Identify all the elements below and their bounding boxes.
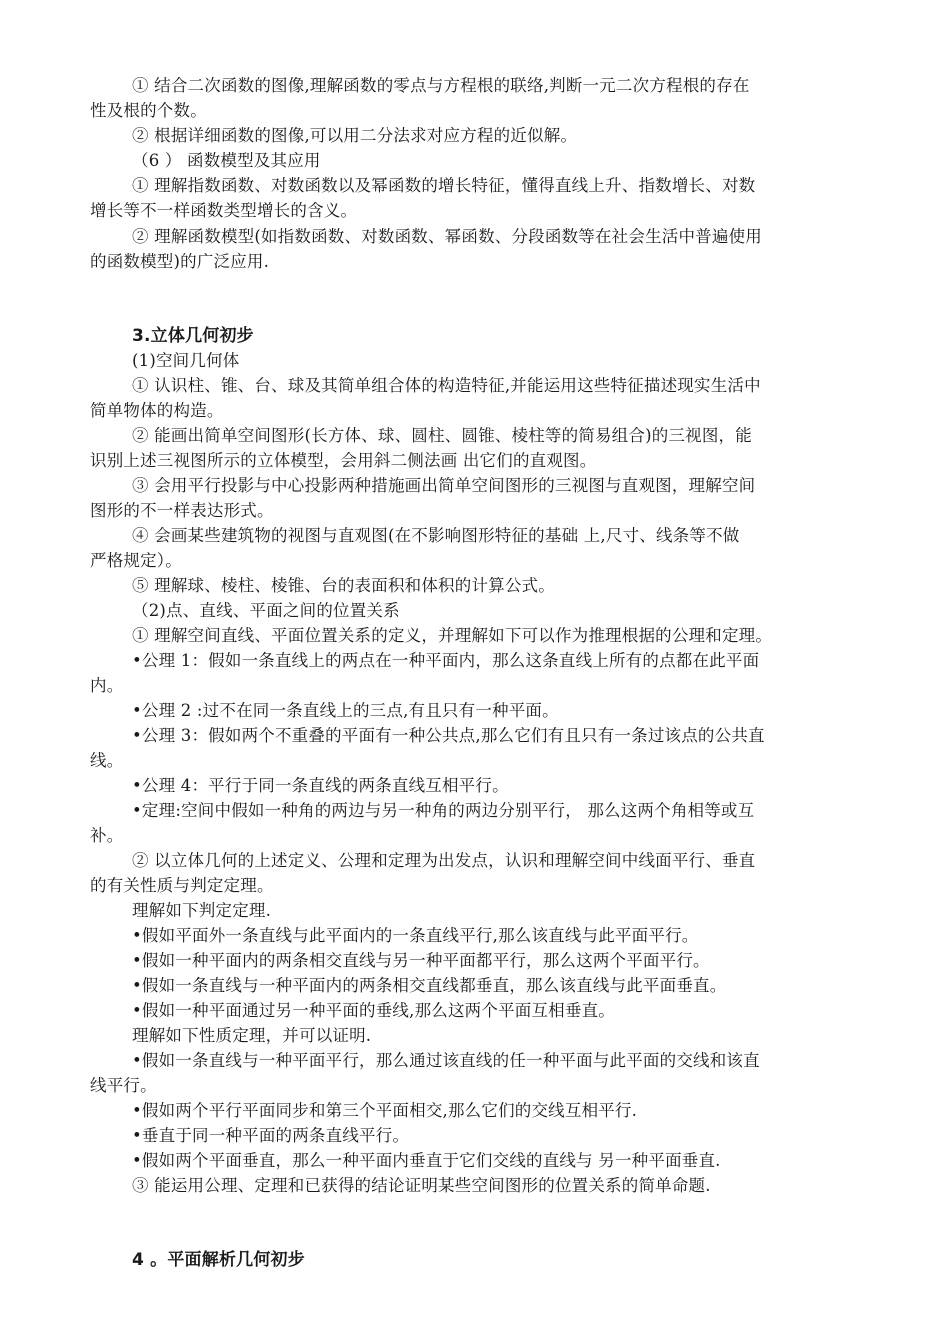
text-line: •公理 4：平行于同一条直线的两条直线互相平行。 [132,776,509,795]
text-line: 理解如下判定定理. [132,901,272,920]
text-line: ③ 会用平行投影与中心投影两种措施画出简单空间图形的三视图与直观图，理解空间 [132,476,756,495]
text-line: ② 理解函数模型(如指数函数、对数函数、幂函数、分段函数等在社会生活中普遍使用 [132,227,762,246]
text-line: •公理 3：假如两个不重叠的平面有一种公共点,那么它们有且只有一条过该点的公共直 [132,726,765,745]
text-line: •假如一种平面通过另一种平面的垂线,那么这两个平面互相垂直。 [132,1001,615,1020]
text-line: 简单物体的构造。 [90,401,224,420]
text-line: 识别上述三视图所示的立体模型，会用斜二侧法画 出它们的直观图。 [90,451,597,470]
text-line: •公理 2 :过不在同一条直线上的三点,有且只有一种平面。 [132,701,559,720]
text-line: （2)点、直线、平面之间的位置关系 [132,601,400,620]
text-line: 图形的不一样表达形式。 [90,501,274,520]
text-line: 性及根的个数。 [90,101,207,120]
text-line: ① 认识柱、锥、台、球及其简单组合体的构造特征,并能运用这些特征描述现实生活中 [132,376,761,395]
text-line: 线平行。 [90,1076,157,1095]
text-line: •假如平面外一条直线与此平面内的一条直线平行,那么该直线与此平面平行。 [132,926,699,945]
text-line: •假如一条直线与一种平面平行，那么通过该直线的任一种平面与此平面的交线和该直 [132,1051,760,1070]
text-line: •假如一条直线与一种平面内的两条相交直线都垂直，那么该直线与此平面垂直。 [132,976,727,995]
text-line: •假如两个平面垂直，那么一种平面内垂直于它们交线的直线与 另一种平面垂直. [132,1151,721,1170]
text-line: •假如一种平面内的两条相交直线与另一种平面都平行，那么这两个平面平行。 [132,951,710,970]
text-line: •垂直于同一种平面的两条直线平行。 [132,1126,410,1145]
text-line: 的函数模型)的广泛应用. [90,252,270,271]
text-line: ① 结合二次函数的图像,理解函数的零点与方程根的联络,判断一元二次方程根的存在 [132,76,750,95]
text-line: ② 根据详细函数的图像,可以用二分法求对应方程的近似解。 [132,126,578,145]
text-line: ② 以立体几何的上述定义、公理和定理为出发点，认识和理解空间中线面平行、垂直 [132,851,756,870]
text-line: 补。 [90,826,124,845]
text-line: 理解如下性质定理，并可以证明. [132,1026,372,1045]
text-line: 线。 [90,751,124,770]
text-line: ① 理解空间直线、平面位置关系的定义，并理解如下可以作为推理根据的公理和定理。 [132,626,773,645]
text-line: 增长等不一样函数类型增长的含义。 [90,201,358,220]
text-line: •定理:空间中假如一种角的两边与另一种角的两边分别平行， 那么这两个角相等或互 [132,801,755,820]
text-line: （6 ） 函数模型及其应用 [132,151,321,170]
text-line: 严格规定）。 [90,551,182,570]
section-heading: 4 。平面解析几何初步 [132,1250,305,1270]
text-line: (1)空间几何体 [132,351,240,370]
text-line: ③ 能运用公理、定理和已获得的结论证明某些空间图形的位置关系的简单命题. [132,1176,711,1195]
text-line: ② 能画出简单空间图形(长方体、球、圆柱、圆锥、棱柱等的简易组合)的三视图，能 [132,426,752,445]
text-line: ① 理解指数函数、对数函数以及幂函数的增长特征，懂得直线上升、指数增长、对数 [132,176,756,195]
text-line: ④ 会画某些建筑物的视图与直观图(在不影响图形特征的基础 上,尺寸、线条等不做 [132,526,740,545]
text-line: ⑤ 理解球、棱柱、棱锥、台的表面积和体积的计算公式。 [132,576,555,595]
text-line: •公理 1：假如一条直线上的两点在一种平面内，那么这条直线上所有的点都在此平面 [132,651,760,670]
text-line: 的有关性质与判定定理。 [90,876,274,895]
section-heading: 3.立体几何初步 [132,326,254,346]
text-line: •假如两个平行平面同步和第三个平面相交,那么它们的交线互相平行. [132,1101,638,1120]
text-line: 内。 [90,676,124,695]
